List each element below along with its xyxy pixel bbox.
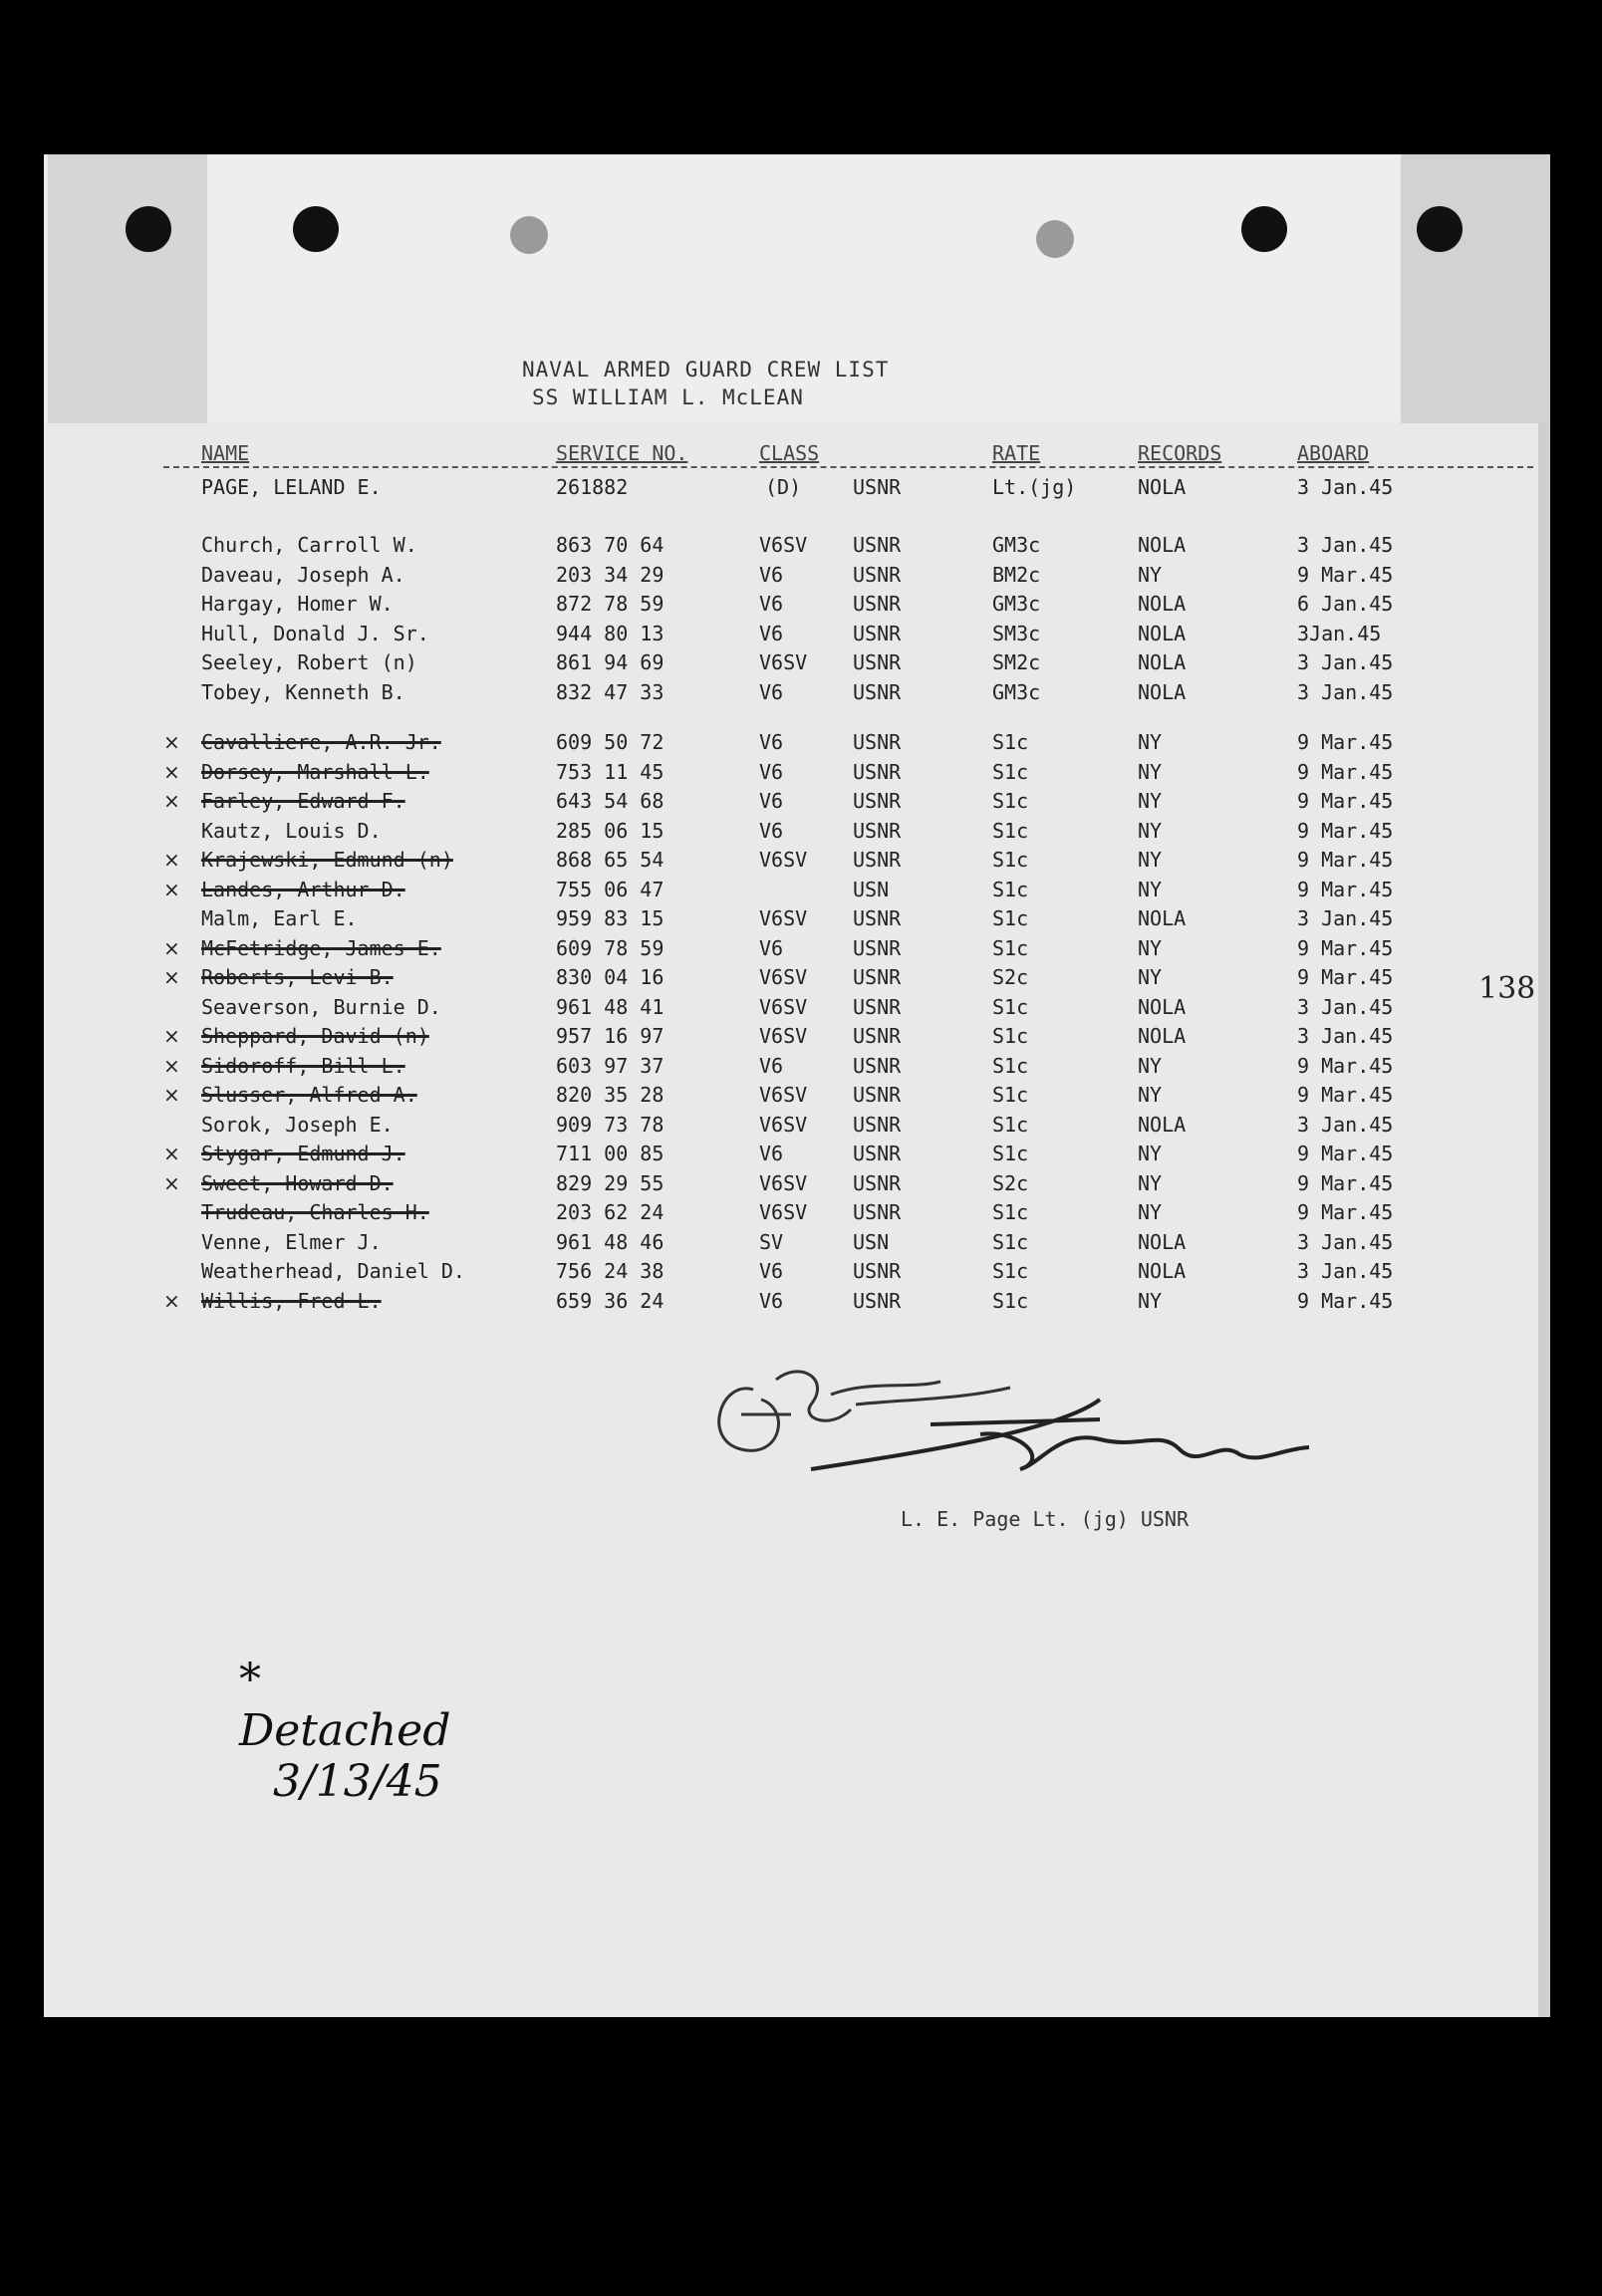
punch-hole-faint-icon xyxy=(510,216,548,254)
cross-mark: × xyxy=(163,1024,180,1048)
officer-records: NOLA xyxy=(1138,475,1187,499)
aboard-date: 3 Jan.45 xyxy=(1297,650,1394,674)
rate: S1c xyxy=(992,1200,1029,1224)
table-row xyxy=(44,563,1550,593)
crew-name: Kautz, Louis D. xyxy=(201,818,382,843)
rate: S1c xyxy=(992,1288,1029,1313)
records: NOLA xyxy=(1138,1024,1187,1048)
table-row xyxy=(44,995,1550,1025)
rate: S1c xyxy=(992,994,1029,1019)
aboard-date: 3 Jan.45 xyxy=(1297,533,1394,557)
records: NOLA xyxy=(1138,994,1187,1019)
service-number: 643 54 68 xyxy=(556,789,665,813)
branch: USNR xyxy=(853,1170,902,1195)
crew-name: Willis, Fred L. xyxy=(201,1288,382,1313)
records: NY xyxy=(1138,730,1163,754)
cross-mark: × xyxy=(163,789,180,813)
crew-name: Landes, Arthur D. xyxy=(201,877,405,901)
officer-rate: Lt.(jg) xyxy=(992,475,1077,499)
cross-mark: × xyxy=(163,730,180,754)
branch: USNR xyxy=(853,1024,902,1048)
crew-name: Sorok, Joseph E. xyxy=(201,1112,394,1137)
aboard-date: 9 Mar.45 xyxy=(1297,759,1394,784)
branch: USNR xyxy=(853,1112,902,1137)
class-code: V6SV xyxy=(759,994,808,1019)
table-row xyxy=(44,650,1550,680)
class-code: V6 xyxy=(759,730,784,754)
records: NY xyxy=(1138,562,1163,587)
class-code: V6SV xyxy=(759,848,808,872)
records: NY xyxy=(1138,1288,1163,1313)
crew-name: Seaverson, Burnie D. xyxy=(201,994,441,1019)
class-code: V6 xyxy=(759,679,784,704)
crew-name: Weatherhead, Daniel D. xyxy=(201,1259,465,1283)
rate: GM3c xyxy=(992,679,1041,704)
branch: USNR xyxy=(853,906,902,930)
crew-name: Dorsey, Marshall L. xyxy=(201,759,429,784)
branch: USNR xyxy=(853,1142,902,1165)
officer-name: PAGE, LELAND E. xyxy=(201,475,382,499)
rate: S1c xyxy=(992,848,1029,872)
cross-mark: × xyxy=(163,1288,180,1313)
class-code: V6 xyxy=(759,1142,784,1165)
service-number: 957 16 97 xyxy=(556,1024,665,1048)
officer-aboard: 3 Jan.45 xyxy=(1297,475,1394,499)
branch: USNR xyxy=(853,730,902,754)
branch: USNR xyxy=(853,848,902,872)
table-row xyxy=(44,730,1550,760)
aboard-date: 9 Mar.45 xyxy=(1297,1200,1394,1224)
table-row xyxy=(44,1024,1550,1054)
table-row xyxy=(44,760,1550,790)
records: NY xyxy=(1138,1170,1163,1195)
crew-name: Church, Carroll W. xyxy=(201,533,417,557)
branch: USNR xyxy=(853,1083,902,1107)
table-row xyxy=(44,1230,1550,1260)
cross-mark: × xyxy=(163,759,180,784)
table-row xyxy=(44,622,1550,651)
aboard-date: 9 Mar.45 xyxy=(1297,848,1394,872)
cross-mark: × xyxy=(163,1170,180,1195)
aboard-date: 9 Mar.45 xyxy=(1297,789,1394,813)
records: NOLA xyxy=(1138,906,1187,930)
note-text: Detached xyxy=(238,1705,451,1756)
aboard-date: 9 Mar.45 xyxy=(1297,877,1394,901)
cross-mark: × xyxy=(163,935,180,960)
crew-name: Slusser, Alfred A. xyxy=(201,1083,417,1107)
aboard-date: 9 Mar.45 xyxy=(1297,562,1394,587)
records: NOLA xyxy=(1138,592,1187,616)
crew-name: Malm, Earl E. xyxy=(201,906,358,930)
service-number: 944 80 13 xyxy=(556,621,665,645)
crew-name: Krajewski, Edmund (n) xyxy=(201,848,453,872)
crew-name: Trudeau, Charles H. xyxy=(201,1200,429,1224)
records: NOLA xyxy=(1138,650,1187,674)
officer-class: (D) xyxy=(765,475,802,499)
branch: USNR xyxy=(853,965,902,989)
officer-branch: USNR xyxy=(853,475,902,499)
rate: BM2c xyxy=(992,562,1041,587)
rate: S1c xyxy=(992,1229,1029,1254)
table-row xyxy=(44,965,1550,995)
class-code: V6 xyxy=(759,935,784,960)
class-code: V6 xyxy=(759,562,784,587)
punch-hole-faint-icon xyxy=(1036,220,1074,258)
aboard-date: 9 Mar.45 xyxy=(1297,935,1394,960)
aboard-date: 9 Mar.45 xyxy=(1297,1053,1394,1078)
records: NOLA xyxy=(1138,621,1187,645)
aboard-date: 3 Jan.45 xyxy=(1297,1259,1394,1283)
records: NY xyxy=(1138,1083,1163,1107)
aboard-date: 3 Jan.45 xyxy=(1297,994,1394,1019)
branch: USNR xyxy=(853,1259,902,1283)
signature-scribble xyxy=(681,1320,1439,1579)
class-code: V6SV xyxy=(759,1170,808,1195)
records: NOLA xyxy=(1138,679,1187,704)
records: NY xyxy=(1138,789,1163,813)
table-row xyxy=(44,1200,1550,1230)
service-number: 868 65 54 xyxy=(556,848,665,872)
aboard-date: 9 Mar.45 xyxy=(1297,730,1394,754)
header-rule xyxy=(163,466,1533,468)
records: NY xyxy=(1138,759,1163,784)
cross-mark: × xyxy=(163,877,180,901)
class-code: V6SV xyxy=(759,1083,808,1107)
branch: USN xyxy=(853,1229,890,1254)
ship-name: SS WILLIAM L. McLEAN xyxy=(532,385,804,409)
header-rate: RATE xyxy=(992,441,1041,465)
punch-hole-icon xyxy=(1241,206,1287,252)
table-row xyxy=(44,1289,1550,1319)
rate: S1c xyxy=(992,906,1029,930)
signature-caption: L. E. Page Lt. (jg) USNR xyxy=(901,1507,1189,1531)
branch: USNR xyxy=(853,562,902,587)
records: NY xyxy=(1138,848,1163,872)
aboard-date: 9 Mar.45 xyxy=(1297,1083,1394,1107)
class-code: V6 xyxy=(759,621,784,645)
rate: GM3c xyxy=(992,533,1041,557)
class-code: V6 xyxy=(759,818,784,843)
aboard-date: 3 Jan.45 xyxy=(1297,1024,1394,1048)
crew-name: Daveau, Joseph A. xyxy=(201,562,405,587)
crew-name: Hargay, Homer W. xyxy=(201,592,394,616)
punch-hole-icon xyxy=(1417,206,1463,252)
aboard-date: 3Jan.45 xyxy=(1297,621,1382,645)
branch: USN xyxy=(853,877,890,901)
document-page xyxy=(44,154,1550,2017)
table-row xyxy=(44,1054,1550,1084)
crew-name: Hull, Donald J. Sr. xyxy=(201,621,429,645)
aboard-date: 9 Mar.45 xyxy=(1297,1142,1394,1165)
rate: S2c xyxy=(992,965,1029,989)
punch-hole-icon xyxy=(293,206,339,252)
records: NOLA xyxy=(1138,1259,1187,1283)
rate: GM3c xyxy=(992,592,1041,616)
service-number: 961 48 41 xyxy=(556,994,665,1019)
branch: USNR xyxy=(853,592,902,616)
document-title: NAVAL ARMED GUARD CREW LIST xyxy=(522,358,890,382)
tape-left xyxy=(48,154,207,423)
cross-mark: × xyxy=(163,1083,180,1107)
service-number: 832 47 33 xyxy=(556,679,665,704)
header-aboard: ABOARD xyxy=(1297,441,1370,465)
side-number: 138 xyxy=(1478,971,1536,1006)
table-row xyxy=(44,819,1550,849)
crew-name: Sheppard, David (n) xyxy=(201,1024,429,1048)
class-code: V6SV xyxy=(759,906,808,930)
aboard-date: 9 Mar.45 xyxy=(1297,965,1394,989)
service-number: 861 94 69 xyxy=(556,650,665,674)
class-code: V6SV xyxy=(759,965,808,989)
crew-name: Tobey, Kenneth B. xyxy=(201,679,405,704)
branch: USNR xyxy=(853,1053,902,1078)
records: NY xyxy=(1138,877,1163,901)
rate: SM3c xyxy=(992,621,1041,645)
rate: S1c xyxy=(992,759,1029,784)
rate: SM2c xyxy=(992,650,1041,674)
table-row xyxy=(44,1083,1550,1113)
table-row xyxy=(44,1142,1550,1171)
table-row xyxy=(44,1113,1550,1143)
aboard-date: 3 Jan.45 xyxy=(1297,1229,1394,1254)
service-number: 203 34 29 xyxy=(556,562,665,587)
records: NY xyxy=(1138,1053,1163,1078)
branch: USNR xyxy=(853,621,902,645)
records: NOLA xyxy=(1138,533,1187,557)
table-row xyxy=(44,906,1550,936)
rate: S1c xyxy=(992,1024,1029,1048)
rate: S1c xyxy=(992,1083,1029,1107)
class-code: SV xyxy=(759,1229,784,1254)
rate: S1c xyxy=(992,1112,1029,1137)
records: NY xyxy=(1138,818,1163,843)
rate: S1c xyxy=(992,730,1029,754)
rate: S1c xyxy=(992,877,1029,901)
crew-name: Sidoroff, Bill L. xyxy=(201,1053,405,1078)
class-code: V6 xyxy=(759,759,784,784)
branch: USNR xyxy=(853,935,902,960)
branch: USNR xyxy=(853,759,902,784)
table-row xyxy=(44,789,1550,819)
service-number: 603 97 37 xyxy=(556,1053,665,1078)
table-row xyxy=(44,680,1550,710)
branch: USNR xyxy=(853,789,902,813)
cross-mark: × xyxy=(163,848,180,872)
service-number: 753 11 45 xyxy=(556,759,665,784)
header-name: NAME xyxy=(201,441,250,465)
class-code: V6SV xyxy=(759,650,808,674)
class-code: V6SV xyxy=(759,533,808,557)
aboard-date: 9 Mar.45 xyxy=(1297,818,1394,843)
crew-name: Sweet, Howard D. xyxy=(201,1170,394,1195)
crew-name: Cavalliere, A.R. Jr. xyxy=(201,730,441,754)
crew-name: McFetridge, James E. xyxy=(201,935,441,960)
records: NY xyxy=(1138,1142,1163,1165)
crew-name: Roberts, Levi B. xyxy=(201,965,394,989)
crew-name: Venne, Elmer J. xyxy=(201,1229,382,1254)
cross-mark: × xyxy=(163,965,180,989)
branch: USNR xyxy=(853,679,902,704)
service-number: 285 06 15 xyxy=(556,818,665,843)
table-row xyxy=(44,878,1550,907)
class-code: V6 xyxy=(759,789,784,813)
class-code: V6SV xyxy=(759,1200,808,1224)
service-number: 609 78 59 xyxy=(556,935,665,960)
header-records: RECORDS xyxy=(1138,441,1222,465)
service-number: 959 83 15 xyxy=(556,906,665,930)
service-number: 659 36 24 xyxy=(556,1288,665,1313)
handwritten-note xyxy=(183,1604,450,1858)
branch: USNR xyxy=(853,1288,902,1313)
service-number: 829 29 55 xyxy=(556,1170,665,1195)
service-number: 755 06 47 xyxy=(556,877,665,901)
aboard-date: 3 Jan.45 xyxy=(1297,906,1394,930)
class-code: V6SV xyxy=(759,1024,808,1048)
tape-right xyxy=(1401,154,1550,423)
records: NY xyxy=(1138,1200,1163,1224)
officer-service-no: 261882 xyxy=(556,475,629,499)
officer-row xyxy=(44,475,1550,505)
rate: S1c xyxy=(992,1142,1029,1165)
service-number: 909 73 78 xyxy=(556,1112,665,1137)
aboard-date: 6 Jan.45 xyxy=(1297,592,1394,616)
service-number: 756 24 38 xyxy=(556,1259,665,1283)
records: NOLA xyxy=(1138,1229,1187,1254)
service-number: 863 70 64 xyxy=(556,533,665,557)
asterisk-mark: * xyxy=(238,1655,261,1705)
aboard-date: 9 Mar.45 xyxy=(1297,1170,1394,1195)
branch: USNR xyxy=(853,994,902,1019)
class-code: V6 xyxy=(759,1259,784,1283)
aboard-date: 9 Mar.45 xyxy=(1297,1288,1394,1313)
table-row xyxy=(44,592,1550,622)
aboard-date: 3 Jan.45 xyxy=(1297,679,1394,704)
service-number: 609 50 72 xyxy=(556,730,665,754)
rate: S1c xyxy=(992,818,1029,843)
branch: USNR xyxy=(853,650,902,674)
crew-name: Seeley, Robert (n) xyxy=(201,650,417,674)
service-number: 711 00 85 xyxy=(556,1142,665,1165)
table-row xyxy=(44,848,1550,878)
crew-name: Farley, Edward F. xyxy=(201,789,405,813)
rate: S1c xyxy=(992,1259,1029,1283)
branch: USNR xyxy=(853,533,902,557)
rate: S1c xyxy=(992,935,1029,960)
table-row xyxy=(44,936,1550,966)
class-code: V6 xyxy=(759,1053,784,1078)
header-service-no: SERVICE NO. xyxy=(556,441,688,465)
cross-mark: × xyxy=(163,1053,180,1078)
column-headers xyxy=(44,441,1550,469)
records: NY xyxy=(1138,965,1163,989)
rate: S1c xyxy=(992,789,1029,813)
branch: USNR xyxy=(853,818,902,843)
service-number: 872 78 59 xyxy=(556,592,665,616)
class-code: V6 xyxy=(759,1288,784,1313)
rate: S2c xyxy=(992,1170,1029,1195)
service-number: 830 04 16 xyxy=(556,965,665,989)
class-code: V6 xyxy=(759,592,784,616)
header-class: CLASS xyxy=(759,441,820,465)
rate: S1c xyxy=(992,1053,1029,1078)
note-date: 3/13/45 xyxy=(272,1756,442,1807)
table-row xyxy=(44,533,1550,563)
branch: USNR xyxy=(853,1200,902,1224)
crew-name: Stygar, Edmund J. xyxy=(201,1142,405,1165)
class-code: V6SV xyxy=(759,1112,808,1137)
service-number: 961 48 46 xyxy=(556,1229,665,1254)
records: NY xyxy=(1138,935,1163,960)
table-row xyxy=(44,1171,1550,1201)
table-row xyxy=(44,1259,1550,1289)
punch-hole-icon xyxy=(126,206,171,252)
service-number: 203 62 24 xyxy=(556,1200,665,1224)
service-number: 820 35 28 xyxy=(556,1083,665,1107)
cross-mark: × xyxy=(163,1142,180,1165)
aboard-date: 3 Jan.45 xyxy=(1297,1112,1394,1137)
records: NOLA xyxy=(1138,1112,1187,1137)
